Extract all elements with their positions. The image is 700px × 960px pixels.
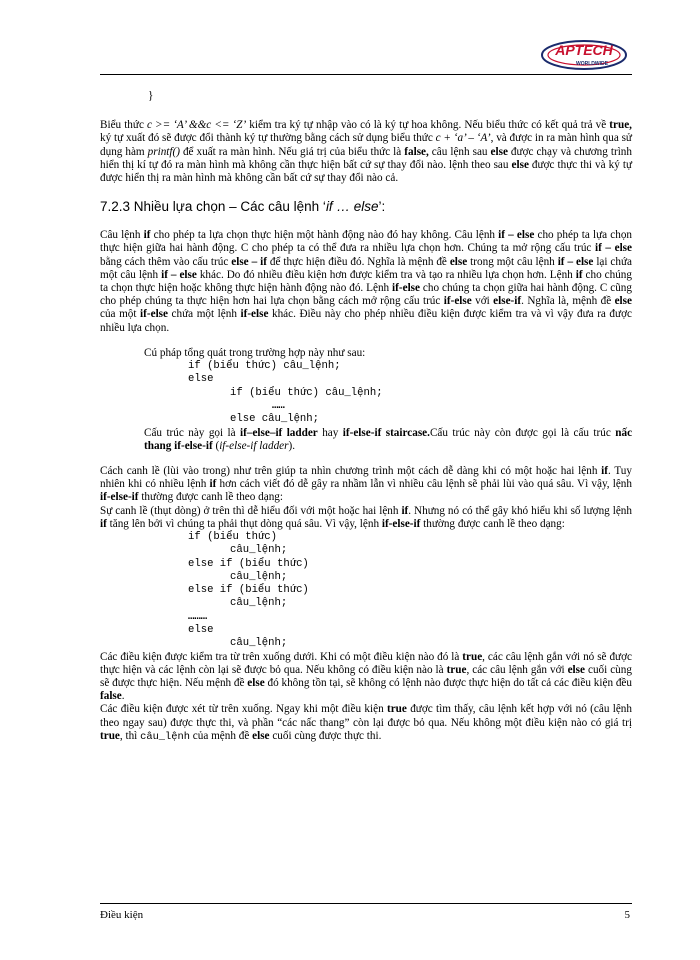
code-block-ladder xyxy=(100,531,632,651)
footer-page-number: 5 xyxy=(624,909,630,921)
section-heading: 7.2.3 Nhiều lựa chọn – Các câu lệnh ‘if … else’: xyxy=(100,199,386,215)
code-line: if (biểu thức) câu_lệnh; xyxy=(188,360,341,373)
code-line: else if (biểu thức) xyxy=(188,557,309,570)
paragraph-multiple-choice: Câu lệnh if cho phép ta lựa chọn thực hiện một hành động nào đó hay không. Câu lệnh if – else cho phép ta lựa chọn thực hiện giữa hai hành động. C cho phép ta có thể đưa ra nhiều lựa chọn hơn. Chúng ta mở rộng cấu trúc if – else bằng cách thêm vào cấu trúc else – if để thực hiện điều đó. Nghĩa là mệnh đề else trong một câu lệnh if – else lại chứa một câu lệnh if – else khác. Do đó nhiều điều kiện hơn được kiểm tra và tạo ra nhiều lựa chọn hơn. Lệnh if cho chúng ta chọn thực hiện hoặc không thực hiện hành động nào đó. Lệnh if-else cho chúng ta chọn giữa hai hành động. C cũng cho phép chúng ta thực hiện hơn hai lựa chọn bằng cách mở rộng cấu trúc if-else với else-if. Nghĩa là, mệnh đề else của một if-else chứa một lệnh if-else khác. Điều này cho phép nhiều điều kiện được kiểm tra và vì vậy đưa ra được nhiều lựa chọn. xyxy=(100,229,633,334)
logo-subtext: WORLDWIDE xyxy=(576,61,608,67)
code-line: câu_lệnh; xyxy=(230,597,288,610)
paragraph-ladder-execution: Các điều kiện được xét từ trên xuống. Ngay khi một điều kiện true được tìm thấy, câu lệnh kết hợp với nó (câu lệnh theo ngay sau) được thực thi, và phần “các nấc thang” còn lại được bỏ qua. Nếu không một điều kiện nào có giá trị true, thì câu_lệnh của mệnh đề else cuối cùng được thực thi. xyxy=(100,703,632,743)
code-line: else xyxy=(188,624,214,637)
paragraph-indentation: Cách canh lề (lùi vào trong) như trên giúp ta nhìn chương trình một cách dễ dàng khi có một hoặc hai lệnh if. Tuy nhiên khi có nhiều lệnh if hơn cách viết đó dễ gây ra nhầm lẫn vì nhiều câu lệnh sẽ phải lùi vào quá sâu. Vì vậy, lệnh if-else-if thường được canh lề theo dạng: xyxy=(100,464,632,504)
paragraph-indentation-2: Sự canh lề (thụt dòng) ở trên thì dễ hiểu đối với một hoặc hai lệnh if. Nhưng nó có thể gây khó hiểu khi số lượng lệnh if tăng lên bởi vì chúng ta phải thụt dòng quá sâu. Vì vậy, lệnh if-else-if thường được canh lề theo dạng: xyxy=(100,504,632,530)
syntax-intro: Cú pháp tổng quát trong trường hợp này như sau: xyxy=(144,346,366,359)
paragraph-evaluation-order: Các điều kiện được kiểm tra từ trên xuống dưới. Khi có một điều kiện nào đó là true, các câu lệnh gắn với nó sẽ được thực hiện và các lệnh còn lại sẽ được bỏ qua. Nếu không có điều kiện nào là true, các câu lệnh gắn với else cuối cùng sẽ được thực hiện. Nếu mệnh đề else đó không tồn tại, sẽ không có lệnh nào được thực hiện do tất cả các điều kiện đều false. xyxy=(100,650,633,703)
code-line: else câu_lệnh; xyxy=(230,413,320,426)
code-line: câu_lệnh; xyxy=(230,637,288,650)
footer-rule xyxy=(100,903,632,904)
closing-brace: } xyxy=(148,90,154,102)
code-line: if (biểu thức) xyxy=(188,530,278,543)
document-body xyxy=(100,90,632,744)
logo-text: APTECH xyxy=(555,42,613,58)
code-line: else xyxy=(188,373,214,386)
header-rule xyxy=(100,74,632,75)
code-line: …… xyxy=(272,399,285,412)
code-block-nested xyxy=(100,360,632,426)
code-line: câu_lệnh; xyxy=(230,570,288,583)
code-line: if (biểu thức) câu_lệnh; xyxy=(230,386,383,399)
code-line: else if (biểu thức) xyxy=(188,584,309,597)
aptech-logo xyxy=(540,38,628,72)
footer-chapter-title: Điều kiện xyxy=(100,909,144,921)
code-line: câu_lệnh; xyxy=(230,544,288,557)
ladder-description: Cấu trúc này gọi là if–else–if ladder hay if-else-if staircase.Cấu trúc này còn được gọi là cấu trúc nấc thang if-else-if (if-else-if ladder). xyxy=(144,426,633,452)
code-line: ……… xyxy=(188,610,208,623)
paragraph-uppercase-check: Biểu thức c >= ‘A’ &&c <= ‘Z’ kiểm tra ký tự nhập vào có là ký tự hoa không. Nếu biểu thức có kết quả trả về true, ký tự xuất đó sẽ được đổi thành ký tự thường bằng cách sử dụng biểu thức c + ‘a’ – ‘A’, và được in ra màn hình qua sử dụng hàm printf() để xuất ra màn hình. Nếu giá trị của biểu thức là false, câu lệnh sau else được chạy và chương trình hiển thị kí tự đó ra màn hình mà không cần thực hiện bất cứ sự thay đổi nào. lệnh theo sau else được thực thi và ký tự được hiển thị ra màn hình mà không cần bất cứ sự thay đổi nào cả. xyxy=(100,119,633,185)
